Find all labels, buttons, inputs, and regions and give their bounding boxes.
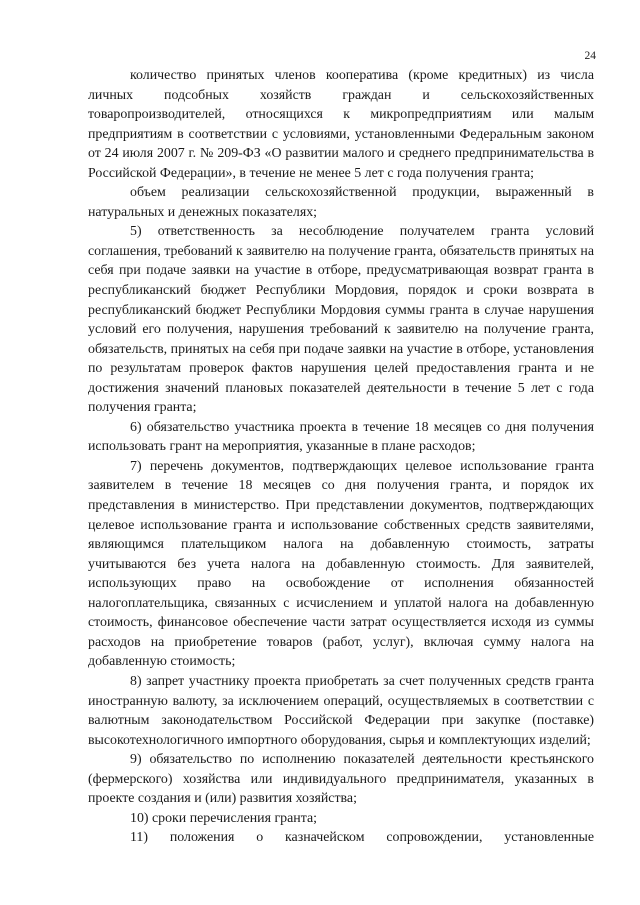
paragraph-cooperative-members: количество принятых членов кооператива (кроме кредитных) из числа личных подсобных хозяйств граждан и сельскохозяйственных товаропроизводителей, относящихся к микропредприятиям или малым предприятиям в соответствии с условиями, установленными Федеральным законом от 24 июля 2007 г. № 209-ФЗ «О развитии малого и среднего предпринимательства в Российской Федерации», в течение не менее 5 лет с года получения гранта;: [88, 68, 594, 181]
paragraph-item-9-indicators: 9) обязательство по исполнению показателей деятельности крестьянского (фермерского) хозяйства или индивидуального предпринимателя, указанных в проекте создания и (или) развития хозяйства;: [88, 752, 594, 807]
page-number: 24: [584, 50, 596, 62]
paragraph-item-5-responsibility: 5) ответственность за несоблюдение получателем гранта условий соглашения, требований к заявителю на получение гранта, обязательств принятых на себя при подаче заявки на участие в отборе, предусматривающая возврат гранта в республиканский бюджет Республики Мордовия, порядок и сроки возврата в республиканский бюджет Республики Мордовия суммы гранта в случае нарушения условий его получения, нарушения требований к заявителю на получение гранта, обязательств, принятых на себя при подаче заявки на участие в отборе, установления по результатам проверок фактов нарушения целей предоставления гранта и не достижения значений плановых показателей деятельности в течение 5 лет с года получения гранта;: [88, 224, 594, 416]
paragraph-item-10-transfer-terms: 10) сроки перечисления гранта;: [130, 810, 317, 826]
body-text: [88, 66, 594, 848]
paragraph-sales-volume: объем реализации сельскохозяйственной продукции, выраженный в натуральных и денежных показателях;: [88, 185, 594, 220]
paragraph-item-11-treasury: 11) положения о казначейском сопровождении, установленные: [130, 830, 594, 846]
paragraph-item-8-currency-ban: 8) запрет участнику проекта приобретать за счет полученных средств гранта иностранную валюту, за исключением операций, осуществляемых в соответствии с валютным законодательством Российской Федерации при закупке (поставке) высокотехнологичного импортного оборудования, сырья и комплектующих изделий;: [88, 673, 594, 748]
paragraph-item-6-obligation: 6) обязательство участника проекта в течение 18 месяцев со дня получения использовать грант на мероприятия, указанные в плане расходов;: [88, 419, 594, 455]
paragraph-item-7-documents: 7) перечень документов, подтверждающих целевое использование гранта заявителем в течение 18 месяцев со дня получения гранта, и порядок их представления в министерство. При представлении документов, подтверждающих целевое использование гранта и использование собственных средств заявителями, являющимся плательщиком налога на добавленную стоимость, затраты учитываются без учета налога на добавленную стоимость. Для заявителей, использующих право на освобождение от исполнения обязанностей налогоплательщика, связанных с исчислением и уплатой налога на добавленную стоимость, финансовое обеспечение части затрат осуществляется исходя из суммы расходов на приобретение товаров (работ, услуг), включая сумму налога на добавленную стоимость;: [88, 458, 594, 670]
